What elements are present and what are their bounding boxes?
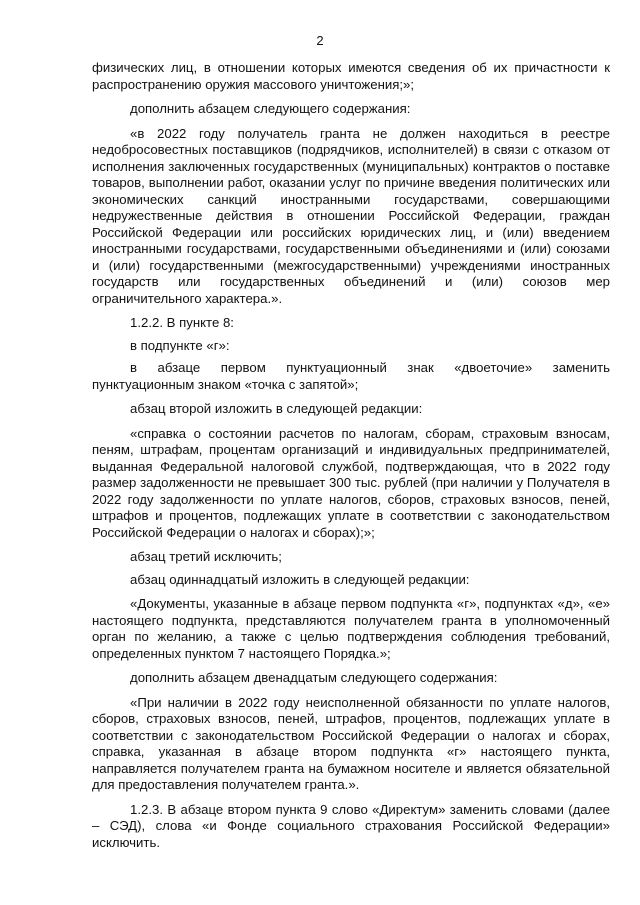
paragraph-item-1-2-3: 1.2.3. В абзаце втором пункта 9 слово «Директум» заменить словами (далее – СЭД), слова «и Фонде социального страхования Российской Федерации» исключить. xyxy=(92,801,610,850)
paragraph-twelfth-abzac-instruction: дополнить абзацем двенадцатым следующего содержания: xyxy=(130,670,498,685)
paragraph-third-abzac-exclude: абзац третий исключить; xyxy=(130,549,282,564)
page-number: 2 xyxy=(316,33,324,48)
paragraph-item-1-2-2: 1.2.2. В пункте 8: xyxy=(130,315,234,330)
paragraph-add-instruction: дополнить абзацем следующего содержания: xyxy=(130,101,411,116)
paragraph-subitem-g: в подпункте «г»: xyxy=(130,337,230,353)
paragraph-punctuation-change: в абзаце первом пунктуационный знак «двоеточие» заменить пунктуационным знаком «точка с запятой»; xyxy=(92,360,610,392)
paragraph-quote-documents: «Документы, указанные в абзаце первом подпункта «г», подпунктах «д», «е» настоящего подпункта, представляются получателем гранта в уполномоченный орган по желанию, а также с целью подтверждения соблюдения требований, определенных пунктом 7 настоящего Порядка.»; xyxy=(92,596,610,661)
paragraph-quote-registry: «в 2022 году получатель гранта не должен находиться в реестре недобросовестных поставщиков (подрядчиков, исполнителей) в связи с отказом от исполнения заключенных государственных (муниципальных) контрактов о поставке товаров, выполнении работ, оказании услуг по причине введения политических или экономических санкций иностранными государствами, совершающими недружественные действия в отношении Российской Федерации, граждан Российской Федерации или российских юридических лиц, и (или) введением иностранными государствами, государственными объединениями и (или) союзами и (или) государственными (межгосударственными) учреждениями иностранных государств или государственных объединений и (или) союзов мер ограничительного характера.». xyxy=(92,125,610,306)
paragraph-second-abzac-instruction: абзац второй изложить в следующей редакции: xyxy=(130,401,423,416)
paragraph-continuation: физических лиц, в отношении которых имеются сведения об их причастности к распространению оружия массового уничтожения;»; xyxy=(92,60,610,92)
paragraph-quote-tax-certificate: «справка о состоянии расчетов по налогам, сборам, страховым взносам, пеням, штрафам, процентам организаций и индивидуальных предпринимателей, выданная Федеральной налоговой службой, подтверждающая, что в 2022 году размер задолженности не превышает 300 тыс. рублей (при наличии у Получателя в 2022 году задолженности по уплате налогов, сборов, страховых взносов, пеней, штрафов и процентов, подлежащих уплате в соответствии с законодательством Российской Федерации о налогах и сборах);»; xyxy=(92,425,610,540)
paragraph-eleventh-abzac-instruction: абзац одиннадцатый изложить в следующей редакции: xyxy=(130,571,470,587)
paragraph-quote-tax-obligation: «При наличии в 2022 году неисполненной обязанности по уплате налогов, сборов, страховых взносов, пеней, штрафов, процентов, подлежащих уплате в соответствии с законодательством Российской Федерации о налогах и сборах, справка, указанная в абзаце втором подпункта «г» настоящего пункта, направляется получателем гранта на бумажном носителе и является обязательной для предоставления получателем гранта.». xyxy=(92,694,610,792)
document-body xyxy=(92,60,610,859)
